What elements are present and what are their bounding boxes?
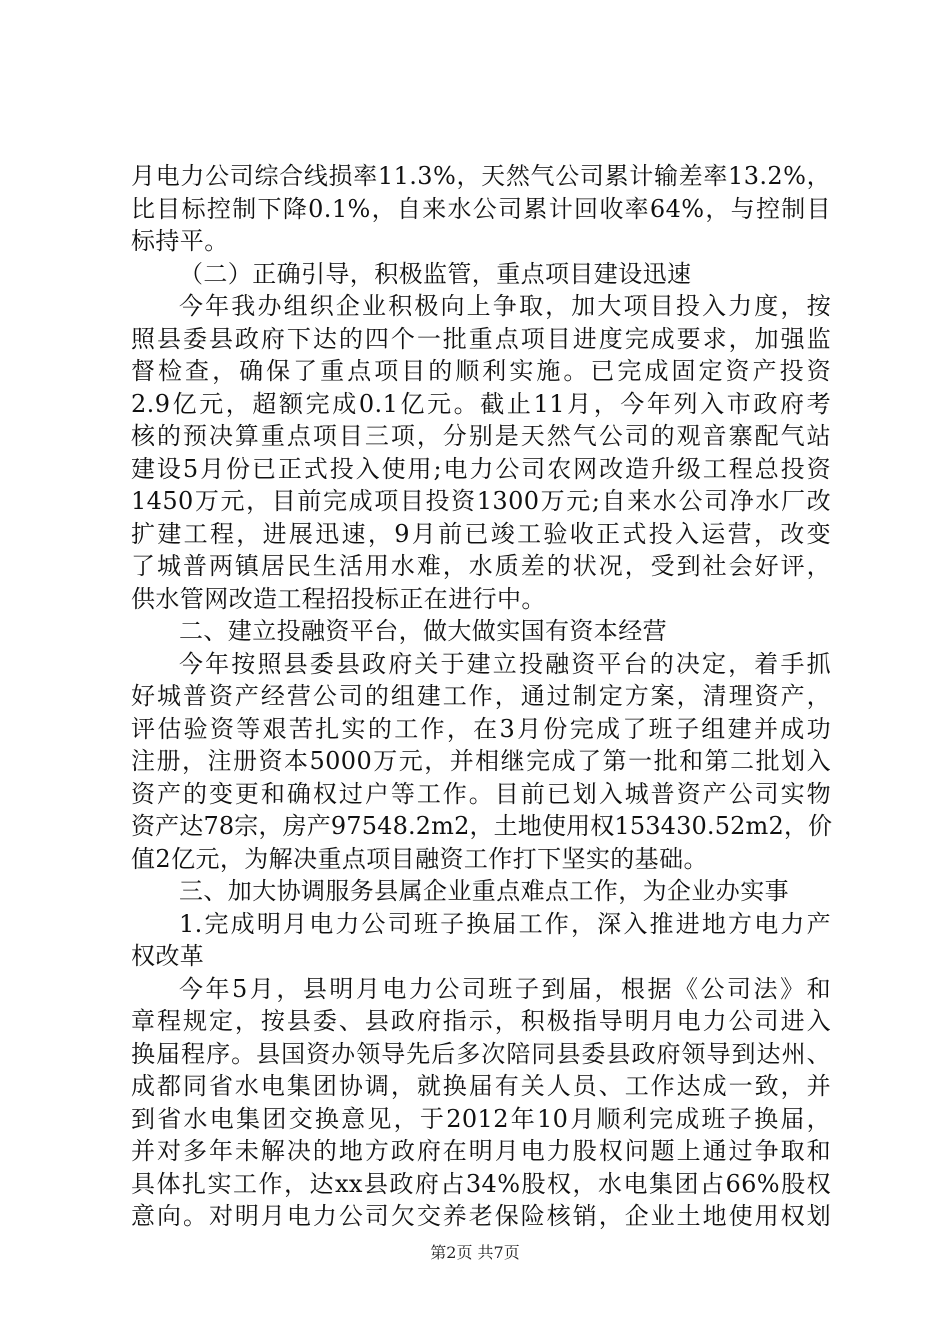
text-line: 督检查，确保了重点项目的顺利实施。已完成固定资产投资 (131, 357, 831, 385)
text-line: 核的预决算重点项目三项，分别是天然气公司的观音寨配气站 (131, 422, 831, 450)
text-line: 评估验资等艰苦扎实的工作，在3月份完成了班子组建并成功 (131, 714, 831, 743)
text-line: 好城普资产经营公司的组建工作，通过制定方案，清理资产， (131, 682, 831, 710)
text-line: 到省水电集团交换意见，于2012年10月顺利完成班子换届， (131, 1104, 831, 1133)
text-line: 2.9亿元，超额完成0.1亿元。截止11月，今年列入市政府考 (131, 389, 831, 418)
text-line: 供水管网改造工程招投标正在进行中。 (131, 584, 546, 613)
text-line: 了城普两镇居民生活用水难，水质差的状况，受到社会好评， (131, 552, 831, 580)
text-line: 建设5月份已正式投入使用;电力公司农网改造升级工程总投资 (131, 454, 831, 483)
text-line: 扩建工程，进展迅速，9月前已竣工验收正式投入运营，改变 (131, 519, 831, 548)
text-line: （二）正确引导，积极监管，重点项目建设迅速 (179, 259, 692, 288)
text-line: 1450万元，目前完成项目投资1300万元;自来水公司净水厂改 (131, 487, 831, 515)
text-line: 章程规定，按县委、县政府指示，积极指导明月电力公司进入 (131, 1007, 831, 1035)
document-body (131, 160, 831, 1233)
text-line: 标持平。 (131, 227, 229, 255)
text-line: 1.完成明月电力公司班子换届工作，深入推进地方电力产 (179, 909, 831, 938)
text-line: 意向。对明月电力公司欠交养老保险核销，企业土地使用权划 (131, 1202, 831, 1230)
text-line: 今年我办组织企业积极向上争取，加大项目投入力度，按 (179, 292, 831, 320)
text-line: 换届程序。县国资办领导先后多次陪同县委县政府领导到达州、 (131, 1039, 831, 1068)
text-line: 具体扎实工作，达xx县政府占34%股权，水电集团占66%股权 (131, 1169, 831, 1198)
text-line: 今年按照县委县政府关于建立投融资平台的决定，着手抓 (179, 649, 831, 678)
text-line: 月电力公司综合线损率11.3%，天然气公司累计输差率13.2%， (131, 162, 831, 190)
text-line: 照县委县政府下达的四个一批重点项目进度完成要求，加强监 (131, 324, 831, 353)
text-line: 今年5月，县明月电力公司班子到届，根据《公司法》和 (179, 974, 831, 1003)
page-footer: 第2页 共7页 (430, 1243, 520, 1262)
text-line: 二、建立投融资平台，做大做实国有资本经营 (179, 617, 667, 645)
text-line: 成都同省水电集团协调，就换届有关人员、工作达成一致，并 (131, 1072, 831, 1100)
text-line: 比目标控制下降0.1%，自来水公司累计回收率64%，与控制目 (131, 194, 831, 223)
text-line: 资产的变更和确权过户等工作。目前已划入城普资产公司实物 (131, 779, 831, 808)
text-line: 资产达78宗，房产97548.2m2，土地使用权153430.52m2，价 (131, 812, 833, 840)
text-line: 权改革 (131, 942, 205, 970)
text-line: 值2亿元，为解决重点项目融资工作打下坚实的基础。 (131, 844, 708, 873)
text-line: 并对多年未解决的地方政府在明月电力股权问题上通过争取和 (131, 1137, 831, 1165)
text-line: 注册，注册资本5000万元，并相继完成了第一批和第二批划入 (131, 747, 831, 775)
text-line: 三、加大协调服务县属企业重点难点工作，为企业办实事 (179, 877, 789, 905)
